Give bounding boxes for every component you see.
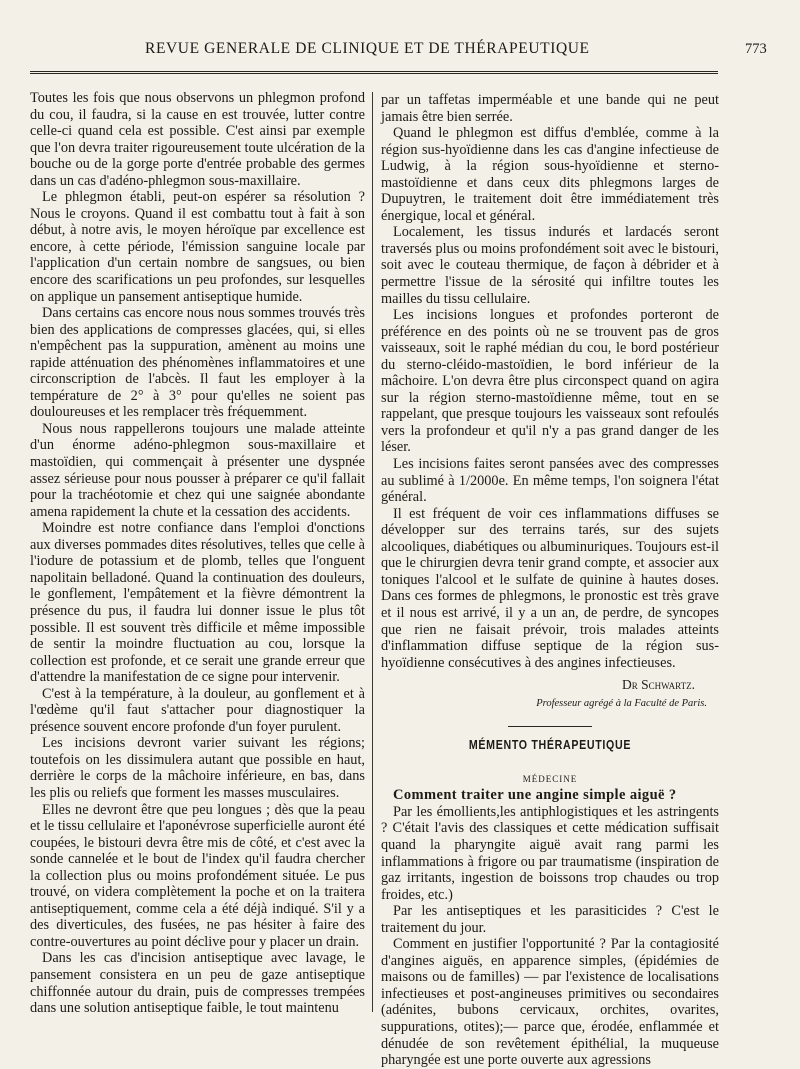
right-column: [381, 92, 719, 1069]
paragraph: Par les antiseptiques et les parasiticides ? C'est le traitement du jour.: [381, 903, 719, 936]
section-rule: [508, 726, 592, 727]
paragraph: Nous nous rappellerons toujours une malade atteinte d'un énorme adéno-phlegmon sous-maxillaire et mastoïdien, qui commençait à présenter une dyspnée assez sérieuse pour nous pousser à préparer ce qu'il fallait pour la trachéotomie et chez qui une saignée abondante amena rapidement la chute et la cessation des accidents.: [30, 420, 365, 520]
paragraph: Dans les cas d'incision antiseptique avec lavage, le pansement consistera en un peu de gaze antiseptique chiffonnée autour du drain, puis de compresses trempées dans une solution antiseptique faible, le tout maintenu: [30, 950, 365, 1017]
paragraph: Par les émollients,les antiphlogistiques et les astringents ? C'était l'avis des classiques et cette médication suffisait quand la pharyngite aiguë avait rang parmi les inflammations à frigore ou par traumatisme (inspiration de gaz irritants, ingestion de boissons trop chaudes ou trop froides, etc.): [381, 803, 719, 903]
paragraph: Il est fréquent de voir ces inflammations diffuses se développer sur des terrains tarés, sur des sujets alcooliques, diabétiques ou albuminuriques. Toujours est-il que le chirurgien devra tenir grand compte, et associer aux toniques l'alcool et le sulfate de quinine à hautes doses. Dans ces formes de phlegmons, le pronostic est très grave et il nous est arrivé, il y a un an, de perdre, de syncopes que rien ne faisait prévoir, trois malades atteints d'inflammation diffuse septique de la région sus-hyoïdienne consécutives à des angines infectieuses.: [381, 505, 719, 671]
section-subtitle: MÉDECINE: [522, 773, 578, 784]
journal-title: REVUE GENERALE DE CLINIQUE ET DE THÉRAPEUTIQUE: [145, 40, 590, 57]
paragraph: Comment en justifier l'opportunité ? Par la contagiosité d'angines aiguës, en apparence simples, (épidémies de maisons ou de familles) — par l'existence de localisations infectieuses et post-angineuses primitives ou secondaires (adénites, bubons cervicaux, orchites, ovarites, suppurations, otites);— parce que, érodée, enflammée et dénudée de son revêtement épithélial, la muqueuse pharyngée est une porte ouverte aux agressions: [381, 936, 719, 1069]
left-column: [30, 90, 365, 1017]
header-rule: [30, 71, 718, 74]
section-title: MÉMENTO THÉRAPEUTIQUE: [468, 738, 632, 753]
paragraph: Dans certains cas encore nous nous sommes trouvés très bien des applications de compresses glacées, qui, si elles n'empêchent pas la suppuration, amènent au moins une rapide atténuation des phénomènes inflammatoires et une circonscription de l'abcès. Il faut les employer à la température de 2° à 3° pour qu'elles ne soient pas douloureuses et les remplacer très fréquemment.: [30, 305, 365, 421]
author-affiliation: Professeur agrégé à la Faculté de Paris.: [536, 697, 707, 709]
paragraph: Les incisions faites seront pansées avec des compresses au sublimé à 1/2000e. En même temps, l'on soignera l'état général.: [381, 456, 719, 506]
paragraph: Localement, les tissus indurés et lardacés seront traversés plus ou moins profondément soit avec le bistouri, soit avec le couteau thermique, de façon à débrider et à permettre l'issue de la sérosité qui infiltre toutes les mailles du tissu cellulaire.: [381, 224, 719, 307]
page-number: 773: [745, 41, 767, 57]
running-head: [0, 40, 800, 62]
paragraph: Toutes les fois que nous observons un phlegmon profond du cou, il faudra, si la cause en est trouvée, lutter contre celle-ci quand cela est possible. C'est ainsi par exemple que l'on devra traiter rigoureusement toute ulcération de la bouche ou de la gorge porte d'entrée probable des germes dans un cas d'adéno-phlegmon sous-maxillaire.: [30, 90, 365, 189]
paragraph: Moindre est notre confiance dans l'emploi d'onctions aux diverses pommades dites résolutives, telles que celle à l'iodure de potassium et de plomb, telles que l'onguent napolitain belladoné. Quand la continuation des douleurs, le gonflement, l'empâtement et la fièvre démontrent la présence du pus, il faudra lui donner issue le plus tôt possible. Il est souvent très difficile et même impossible de sentir la moindre fluctuation au cou, lorsque la collection est profonde, et ce serait une grande erreur que d'attendre la manifestation de ce signe pour intervenir.: [30, 520, 365, 686]
question-heading: Comment traiter une angine simple aiguë ?: [393, 787, 677, 804]
author-signature: Dr Schwartz.: [622, 677, 695, 693]
column-divider: [372, 92, 373, 1012]
paragraph: Les incisions devront varier suivant les régions; toutefois on les dissimulera autant que possible en haut, derrière le corps de la mâchoire inférieure, en bas, dans les plis ou reliefs que forment les masses musculaires.: [30, 735, 365, 801]
paragraph: par un taffetas imperméable et une bande qui ne peut jamais être bien serrée.: [381, 92, 719, 125]
paragraph: C'est à la température, à la douleur, au gonflement et à l'œdème qu'il faut s'attacher pour diagnostiquer la présence souvent encore profonde d'un foyer purulent.: [30, 685, 365, 735]
paragraph: Le phlegmon établi, peut-on espérer sa résolution ? Nous le croyons. Quand il est combattu tout à fait à son début, à notre avis, le moyen héroïque par excellence est encore, à cette période, l'émission sanguine locale par l'application d'un certain nombre de sangsues, ou bien encore des scarifications un peu profondes, sur lesquelles on applique un pansement antiseptique humide.: [30, 189, 365, 305]
paragraph: Quand le phlegmon est diffus d'emblée, comme à la région sus-hyoïdienne dans les cas d'angine infectieuse de Ludwig, à la région sous-hyoïdienne et sterno-mastoïdienne et dans ceux dits phlegmons larges de Dupuytren, le traitement doit être immédiatement très énergique, local et général.: [381, 125, 719, 224]
paragraph: Les incisions longues et profondes porteront de préférence en des points où ne se trouvent pas de gros vaisseaux, soit le raphé médian du cou, le bord postérieur du sterno-cléido-mastoïdien, le bord inférieur de la mâchoire. L'on devra être plus circonspect quand on agira sur la région sterno-mastoïdienne même, tout en se rappelant, que presque toujours les vaisseaux sont refoulés vers la profondeur et qu'il n'y a pas grand danger de les léser.: [381, 307, 719, 456]
paragraph: Elles ne devront être que peu longues ; dès que la peau et le tissu cellulaire et l'aponévrose superficielle auront été coupées, le bistouri devra être mis de côté, et c'est avec la sonde cannelée et le bout de l'index qu'il faudra chercher la collection plus ou moins profondément située. Le pus trouvé, on videra complètement la poche et on la traitera antiseptiquement, comme cela a été déjà indiqué. S'il y a des diverticules, des fusées, ne pas hésiter à faire des contre-ouvertures au point déclive pour y placer un drain.: [30, 801, 365, 950]
